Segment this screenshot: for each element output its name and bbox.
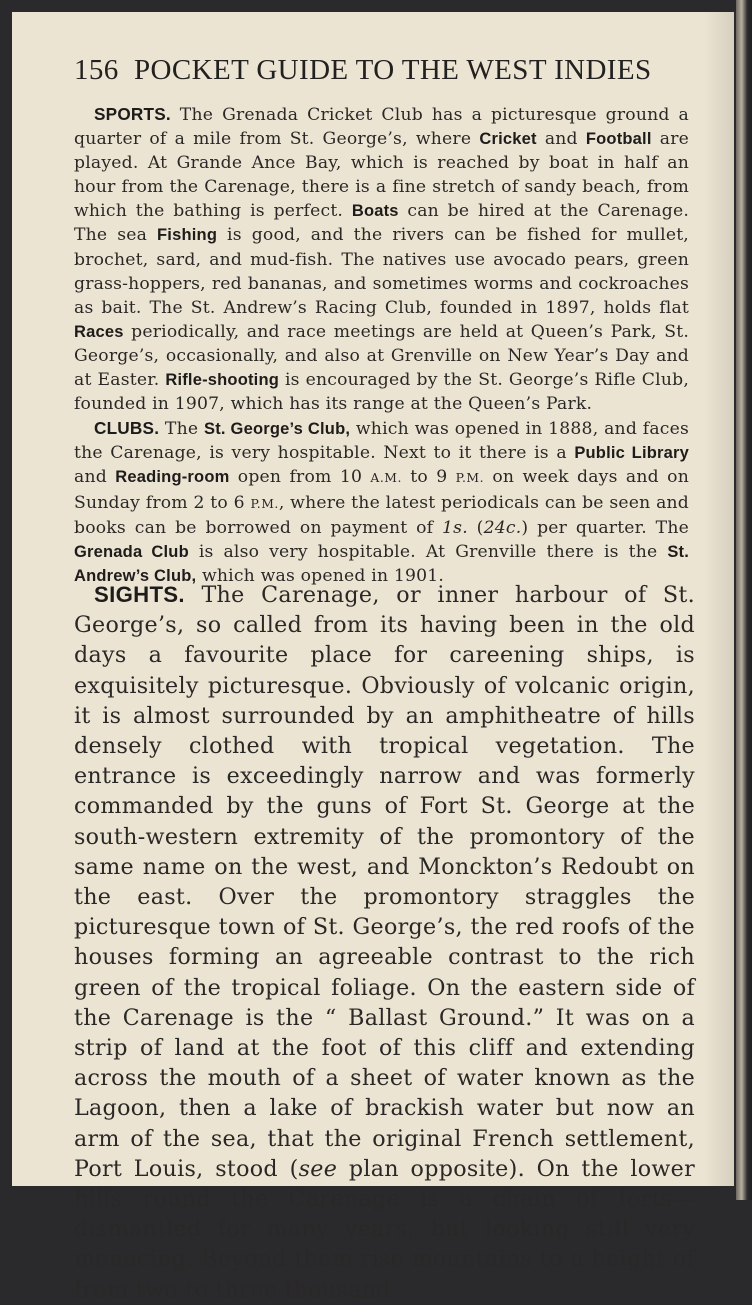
see-italic: see (298, 1155, 338, 1182)
keyword-football: Football (585, 130, 652, 149)
keyword-fishing: Fishing (157, 226, 218, 245)
keyword-races: Races (74, 322, 124, 341)
sights-heading: SIGHTS. (94, 582, 185, 607)
time-pm-sunday: P.M. (250, 496, 279, 511)
book-page (12, 12, 734, 1303)
keyword-st-andrews-club: St. Andrew’s Club, (74, 542, 689, 585)
keyword-boats: Boats (351, 202, 399, 221)
keyword-cricket: Cricket (479, 130, 537, 149)
keyword-reading-room: Reading-room (115, 468, 230, 487)
time-pm: P.M. (455, 471, 484, 486)
paragraph-sports: SPORTS. The Grenada Cricket Club has a picturesque ground a quarter of a mile from St. George’s, where Cricket and Football are played. At Grande Ance Bay, which is reached by boat in half an hour from the Carenage, there is a fine stretch of sandy beach, from which the bathing is perfect. Boats can be hired at the Carenage. The sea Fishing is good, and the rivers can be fished for mullet, brochet, sard, and mud-fish. The natives use avocado pears, green grass-hoppers, red bananas, and sometimes worms and cockroaches as bait. The St. Andrew’s Racing Club, founded in 1897, holds flat Races periodically, and race meetings are held at Queen’s Park, St. George’s, occasionally, and also at Grenville on New Year’s Day and at Easter. Rifle-shooting is encouraged by the St. George’s Rifle Club, founded in 1907, which has its range at the Queen’s Park. (74, 104, 689, 415)
sports-heading: SPORTS. (94, 104, 171, 124)
keyword-grenada-club: Grenada Club (74, 542, 189, 561)
keyword-st-georges-club: St. George’s Club, (203, 420, 351, 439)
book-title: POCKET GUIDE TO THE WEST INDIES (134, 54, 652, 86)
price-shilling: 1s. (442, 517, 468, 538)
keyword-rifle-shooting: Rifle-shooting (165, 371, 280, 390)
price-cents: 24c. (483, 517, 522, 538)
page-number: 156 (74, 54, 119, 86)
keyword-public-library: Public Library (574, 444, 689, 463)
small-text-block (74, 102, 689, 588)
page-gutter-shadow (704, 12, 734, 1186)
paragraph-clubs: CLUBS. The St. George’s Club, which was opened in 1888, and faces the Carenage, is very hospitable. Next to it there is a Public Library and Reading-room open from 10 A.M. to 9 P.M. on week days and on Sunday from 2 to 6 P.M., where the latest periodicals can be seen and books can be borrowed on payment of 1s. (24c.) per quarter. The Grenada Club is also very hospitable. At Grenville there is the St. Andrew’s Club, which was opened in 1901. (74, 418, 689, 586)
paragraph-sights: SIGHTS. The Carenage, or inner harbour of St. George’s, so called from its having been in the old days a favourite place for careening ships, is exquisitely picturesque. Obviously of volcanic origin, it is almost surrounded by an amphitheatre of hills densely clothed with tropical vegetation. The entrance is exceedingly narrow and was formerly commanded by the guns of Fort St. George at the south-western extremity of the promontory of the same name on the west, and Monckton’s Redoubt on the east. Over the promontory straggles the picturesque town of St. George’s, the red roofs of the houses forming an agreeable contrast to the rich green of the tropical foliage. On the eastern side of the Carenage is the “ Ballast Ground.” It was on a strip of land at the foot of this cliff and extending across the mouth of a sheet of water known as the Lagoon, then a lake of brackish water but now an arm of the sea, that the original French settlement, Port Louis, stood (see plan opposite). On the lower hills round the Carenage is a chain of forts—dismantled for many years, but looking still very menacing. Beyond them rise mountains to a height of from two to three thousand (74, 582, 696, 1303)
time-am: A.M. (370, 471, 402, 486)
large-text-block (74, 580, 695, 1305)
clubs-heading: CLUBS. (94, 418, 160, 439)
book-edge (736, 0, 752, 1200)
running-head (74, 54, 674, 87)
